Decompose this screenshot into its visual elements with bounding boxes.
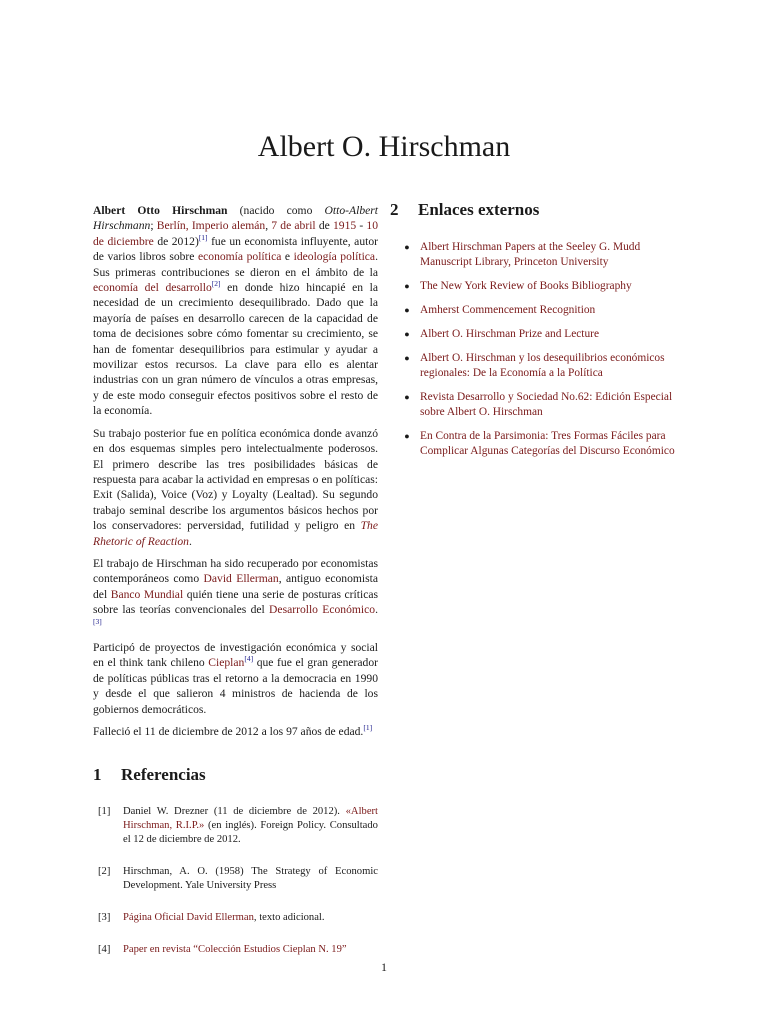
left-column xyxy=(93,203,378,975)
reference-number: [2] xyxy=(98,865,111,877)
right-column xyxy=(390,200,676,468)
section-heading xyxy=(93,765,378,785)
bullet-icon: ● xyxy=(404,329,410,339)
page-number: 1 xyxy=(381,960,387,974)
reference-number: [1] xyxy=(98,805,111,817)
bullet-icon: ● xyxy=(404,392,410,402)
external-link[interactable]: Albert O. Hirschman Prize and Lecture xyxy=(420,328,600,340)
citation-1[interactable]: [1] xyxy=(363,723,373,732)
citation-1[interactable]: [1] xyxy=(198,232,208,242)
link-banco-mundial[interactable]: Banco Mundial xyxy=(110,587,184,601)
link-economia-politica[interactable]: economía política xyxy=(197,250,282,264)
text: , xyxy=(265,219,272,233)
list-item xyxy=(390,303,676,318)
text: de xyxy=(315,219,333,233)
list-item xyxy=(390,351,676,381)
list-item xyxy=(390,429,676,459)
text: Falleció el 11 de diciembre de 2012 a los 97 años de edad. xyxy=(93,725,364,738)
text: Participó de proyectos de investigación económica y social en el think tank chileno xyxy=(93,640,378,670)
paragraph-5 xyxy=(93,724,378,739)
text: en donde hizo hincapié en la necesidad de un crecimiento desequilibrado. Dado que la mayoría de países en desarrollo carecen de la capacidad de toma de decisiones sobre cómo fomentar su crecimiento, se han de fomentar desequilibrios para estimular y ayudar a movilizar estos recursos. La clave para ello es alentar industrias con un gran número de vínculos a otras empresas, y de este modo conseguir efectos positivos sobre el resto de la economía. xyxy=(93,281,378,418)
link-economia-desarrollo[interactable]: economía del desarrollo xyxy=(93,281,212,295)
text: Daniel W. Drezner (11 de diciembre de 2012). xyxy=(123,805,346,817)
bullet-icon: ● xyxy=(404,353,410,363)
link-birth-year[interactable]: 1915 xyxy=(332,219,357,233)
reference-item xyxy=(93,865,378,893)
link-birth-date[interactable]: 7 de abril xyxy=(271,219,316,233)
text: El trabajo de Hirschman ha sido recuperado por economistas contemporáneos como xyxy=(93,556,378,586)
text: . xyxy=(375,603,378,617)
section-title: Referencias xyxy=(121,765,206,785)
paragraph-2 xyxy=(93,426,378,549)
reference-link[interactable]: «Albert Hirschman, R.I.P.» xyxy=(123,805,378,831)
list-item xyxy=(390,327,676,342)
subject-name: Albert Otto Hirschman xyxy=(93,204,228,217)
birth-name: Otto-Albert Hirschmann xyxy=(93,204,378,233)
external-link[interactable]: Albert Hirschman Papers at the Seeley G. Mudd Manuscript Library, Princeton University xyxy=(420,241,641,268)
list-item xyxy=(390,240,676,270)
bullet-icon: ● xyxy=(404,305,410,315)
external-links-list xyxy=(390,240,676,459)
text: - xyxy=(356,219,367,233)
text: , texto adicional. xyxy=(253,911,325,923)
text: de 2012) xyxy=(153,234,199,248)
external-link[interactable]: Amherst Commencement Recognition xyxy=(420,304,596,316)
reference-item xyxy=(93,805,378,847)
reference-list xyxy=(93,805,378,957)
external-link[interactable]: The New York Review of Books Bibliography xyxy=(420,280,632,292)
link-birthplace[interactable]: Berlín, Imperio alemán xyxy=(156,219,266,233)
citation-4[interactable]: [4] xyxy=(244,654,254,664)
page-title: Albert O. Hirschman xyxy=(257,130,511,164)
external-link[interactable]: Revista Desarrollo y Sociedad No.62: Edición Especial sobre Albert O. Hirschman xyxy=(420,391,673,418)
text: ; xyxy=(150,219,157,233)
section-number: 2 xyxy=(390,200,399,219)
citation-3[interactable]: [3] xyxy=(93,616,102,626)
list-item xyxy=(390,390,676,420)
text: fue un economista influyente, autor de varios libros sobre xyxy=(93,234,378,264)
bullet-icon: ● xyxy=(404,281,410,291)
paragraph-4 xyxy=(93,640,378,717)
link-ideologia-politica[interactable]: ideología política xyxy=(293,250,376,264)
text: que fue el gran generador de políticas públicas tras el retorno a la democracia en 1990 y desde el que salieron 4 ministros de hacienda de los gobiernos democráticos. xyxy=(93,656,378,716)
text: Hirschman, A. O. (1958) The Strategy of Economic Development. Yale University Press xyxy=(123,865,378,891)
text: . Sus primeras contribuciones se dieron en el ámbito de la xyxy=(93,250,378,279)
reference-number: [3] xyxy=(98,911,111,923)
list-item xyxy=(390,279,676,294)
link-death-date[interactable]: 10 de diciembre xyxy=(93,219,379,248)
bullet-icon: ● xyxy=(404,242,410,252)
section-title: Enlaces externos xyxy=(418,200,540,219)
text: quién tiene una serie de posturas críticas sobre las teorías convencionales del xyxy=(93,587,379,617)
text: . xyxy=(188,534,192,548)
reference-item xyxy=(93,943,378,957)
text: (en inglés). Foreign Policy. Consultado el 12 de diciembre de 2012. xyxy=(123,819,378,845)
link-rhetoric-of-reaction[interactable]: The Rhetoric of Reaction xyxy=(93,519,378,548)
reference-link[interactable]: Paper en revista “Colección Estudios Cieplan N. 19” xyxy=(123,943,347,955)
section-referencias xyxy=(93,767,378,956)
bullet-icon: ● xyxy=(404,431,410,441)
reference-number: [4] xyxy=(98,943,111,955)
external-link[interactable]: Albert O. Hirschman y los desequilibrios económicos regionales: De la Economía a la Política xyxy=(420,352,665,379)
text: (nacido como xyxy=(227,204,325,217)
link-desarrollo-economico[interactable]: Desarrollo Económico xyxy=(269,603,376,617)
section-number: 1 xyxy=(93,765,102,785)
paragraph-3 xyxy=(93,556,378,633)
external-link[interactable]: En Contra de la Parsimonia: Tres Formas Fáciles para Complicar Algunas Categorías del Discurso Económico xyxy=(420,430,675,457)
citation-2[interactable]: [2] xyxy=(211,279,221,289)
section-heading xyxy=(390,200,676,220)
link-cieplan[interactable]: Cieplan xyxy=(208,656,245,670)
text: , antiguo economista del xyxy=(93,572,378,601)
link-david-ellerman[interactable]: David Ellerman xyxy=(203,572,279,586)
reference-link[interactable]: Página Oficial David Ellerman xyxy=(123,911,254,923)
intro-paragraph xyxy=(93,203,378,419)
text: Su trabajo posterior fue en política económica donde avanzó en dos esquemas simples pero intelectualmente poderosos. El primero describe las tres posibilidades básicas de respuesta para acabar la actividad en empresas o en políticas: Exit (Salida), Voice (Voz) y Loyalty (Lealtad). Su segundo trabajo seminal describe los argumentos básicos hechos por los conservadores: perversidad, futilidad y peligro en xyxy=(93,426,378,533)
text: e xyxy=(281,250,294,264)
reference-item xyxy=(93,911,378,925)
